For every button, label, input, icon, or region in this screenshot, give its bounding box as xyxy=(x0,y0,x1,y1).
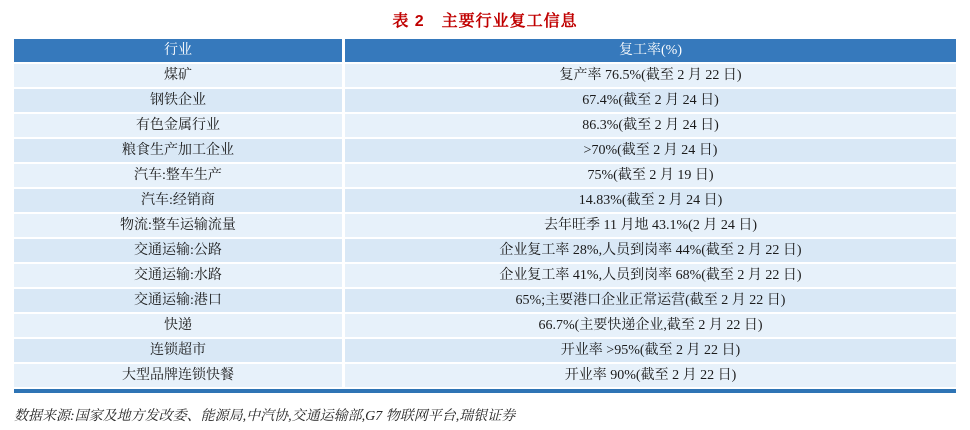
resumption-table xyxy=(14,39,956,387)
industry-cell: 交通运输:水路 xyxy=(14,264,342,287)
rate-cell: 75%(截至 2 月 19 日) xyxy=(345,164,956,187)
table-row xyxy=(14,89,956,112)
rate-cell: 企业复工率 28%,人员到岗率 44%(截至 2 月 22 日) xyxy=(345,239,956,262)
column-header-rate: 复工率(%) xyxy=(345,39,956,62)
table-row xyxy=(14,264,956,287)
rate-cell: 企业复工率 41%,人员到岗率 68%(截至 2 月 22 日) xyxy=(345,264,956,287)
industry-cell: 钢铁企业 xyxy=(14,89,342,112)
table-row xyxy=(14,364,956,387)
column-header-industry: 行业 xyxy=(14,39,342,62)
table-row xyxy=(14,289,956,312)
table-body xyxy=(14,64,956,387)
table-bottom-border xyxy=(14,389,956,393)
table-row xyxy=(14,164,956,187)
industry-cell: 交通运输:港口 xyxy=(14,289,342,312)
rate-cell: 86.3%(截至 2 月 24 日) xyxy=(345,114,956,137)
table-row xyxy=(14,64,956,87)
industry-cell: 汽车:经销商 xyxy=(14,189,342,212)
table-row xyxy=(14,214,956,237)
table-row xyxy=(14,139,956,162)
rate-cell: 复产率 76.5%(截至 2 月 22 日) xyxy=(345,64,956,87)
table-row xyxy=(14,114,956,137)
data-source-note: 数据来源:国家及地方发改委、能源局,中汽协,交通运输部,G7 物联网平台,瑞银证券 xyxy=(14,409,516,424)
table-row xyxy=(14,239,956,262)
rate-cell: 开业率 >95%(截至 2 月 22 日) xyxy=(345,339,956,362)
rate-cell: 去年旺季 11 月地 43.1%(2 月 24 日) xyxy=(345,214,956,237)
industry-cell: 大型品牌连锁快餐 xyxy=(14,364,342,387)
industry-cell: 汽车:整车生产 xyxy=(14,164,342,187)
rate-cell: >70%(截至 2 月 24 日) xyxy=(345,139,956,162)
industry-cell: 交通运输:公路 xyxy=(14,239,342,262)
table-row xyxy=(14,339,956,362)
industry-cell: 煤矿 xyxy=(14,64,342,87)
rate-cell: 66.7%(主要快递企业,截至 2 月 22 日) xyxy=(345,314,956,337)
industry-cell: 物流:整车运输流量 xyxy=(14,214,342,237)
industry-cell: 快递 xyxy=(14,314,342,337)
table-row xyxy=(14,189,956,212)
rate-cell: 65%;主要港口企业正常运营(截至 2 月 22 日) xyxy=(345,289,956,312)
rate-cell: 14.83%(截至 2 月 24 日) xyxy=(345,189,956,212)
rate-cell: 开业率 90%(截至 2 月 22 日) xyxy=(345,364,956,387)
table-header-row xyxy=(14,39,956,62)
page-title: 表 2 主要行业复工信息 xyxy=(392,13,578,30)
industry-cell: 有色金属行业 xyxy=(14,114,342,137)
industry-cell: 粮食生产加工企业 xyxy=(14,139,342,162)
rate-cell: 67.4%(截至 2 月 24 日) xyxy=(345,89,956,112)
table-row xyxy=(14,314,956,337)
industry-cell: 连锁超市 xyxy=(14,339,342,362)
